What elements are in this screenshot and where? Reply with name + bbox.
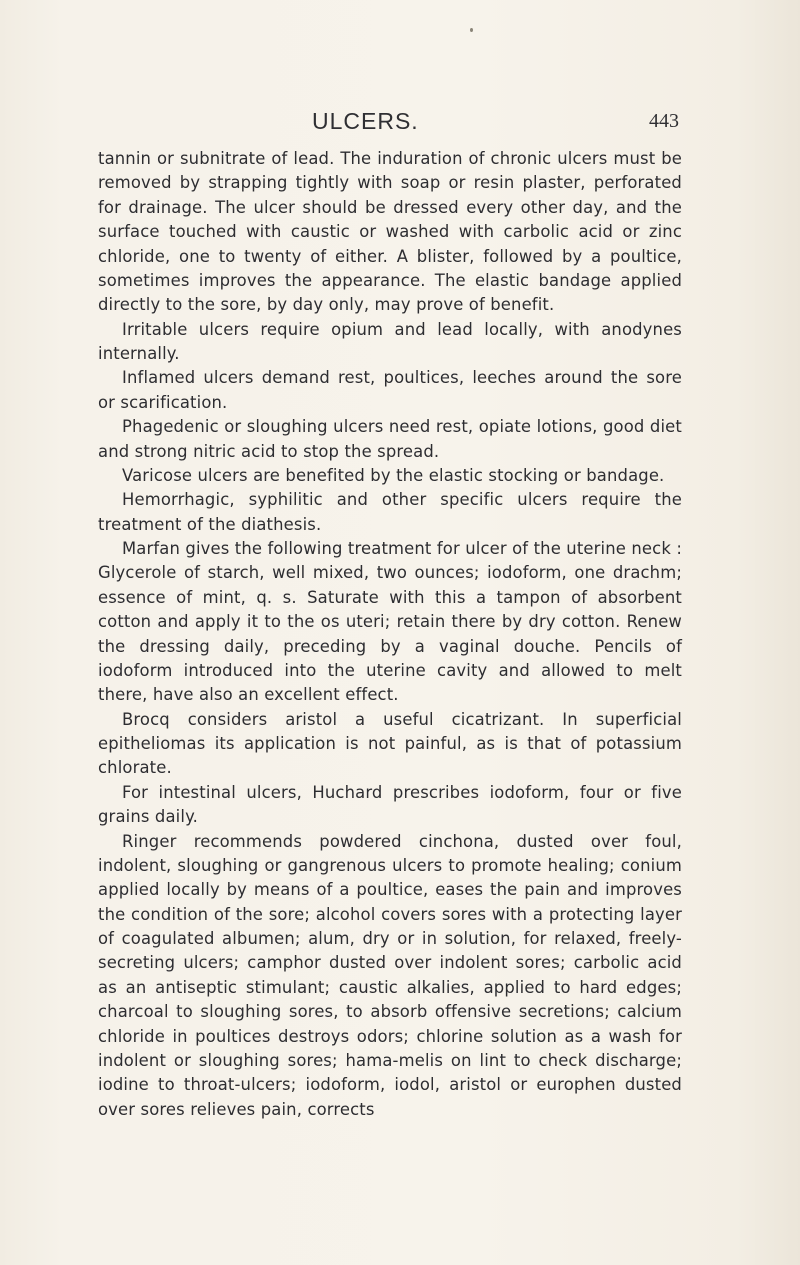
paragraph-varicose-ulcers: Varicose ulcers are benefited by the elastic stocking or bandage.: [122, 465, 665, 485]
paragraph-marfan-treatment: Marfan gives the following treatment for ulcer of the uterine neck : Glycerole of starch, well mixed, two ounces; iodoform, one drachm; essence of mint, q. s. Saturate with this a tampon of absorbent cotton and apply it to the os uteri; retain there by dry cotton. Renew the dressing daily, preceding by a vaginal douche. Pencils of iodoform introduced into the uterine cavity and allowed to melt there, have also an excellent effect.: [98, 539, 682, 705]
paragraph-phagedenic-ulcers: Phagedenic or sloughing ulcers need rest, opiate lotions, good diet and strong nitric acid to stop the spread.: [98, 417, 682, 461]
paragraph-inflamed-ulcers: Inflamed ulcers demand rest, poultices, leeches around the sore or scarification.: [98, 368, 682, 412]
paragraph-continuation: tannin or subnitrate of lead. The induration of chronic ulcers must be removed by strapping tightly with soap or resin plaster, perforated for drainage. The ulcer should be dressed every other day, and the surface touched with caustic or washed with carbolic acid or zinc chloride, one to twenty of either. A blister, followed by a poultice, sometimes improves the appearance. The elastic bandage applied directly to the sore, by day only, may prove of benefit.: [98, 149, 682, 315]
body-text: [98, 147, 682, 1122]
paper-speck: [470, 28, 473, 32]
page-header: [0, 108, 800, 138]
paragraph-intestinal-ulcers: For intestinal ulcers, Huchard prescribes iodoform, four or five grains daily.: [98, 782, 682, 827]
page-number: 443: [649, 110, 679, 132]
paragraph-brocq-aristol: Brocq considers aristol a useful cicatrizant. In superficial epitheliomas its application is not painful, as is that of potassium chlorate.: [98, 709, 682, 778]
paragraph-irritable-ulcers: Irritable ulcers require opium and lead locally, with anodynes internally.: [98, 319, 682, 363]
running-title: ULCERS.: [312, 108, 419, 134]
paragraph-ringer-recommendations: Ringer recommends powdered cinchona, dusted over foul, indolent, sloughing or gangrenous ulcers to promote healing; conium applied locally by means of a poultice, eases the pain and improves the condition of the sore; alcohol covers sores with a protecting layer of coagulated albumen; alum, dry or in solution, for relaxed, freely-secreting ulcers; camphor dusted over indolent sores; carbolic acid as an antiseptic stimulant; caustic alkalies, applied to hard edges; charcoal to sloughing sores, to absorb offensive secretions; calcium chloride in poultices destroys odors; chlorine solution as a wash for indolent or sloughing sores; hama-melis on lint to check discharge; iodine to throat-ulcers; iodoform, iodol, aristol or europhen dusted over sores relieves pain, corrects: [98, 831, 682, 1119]
paragraph-hemorrhagic-ulcers: Hemorrhagic, syphilitic and other specific ulcers require the treatment of the diathesis.: [98, 490, 682, 534]
